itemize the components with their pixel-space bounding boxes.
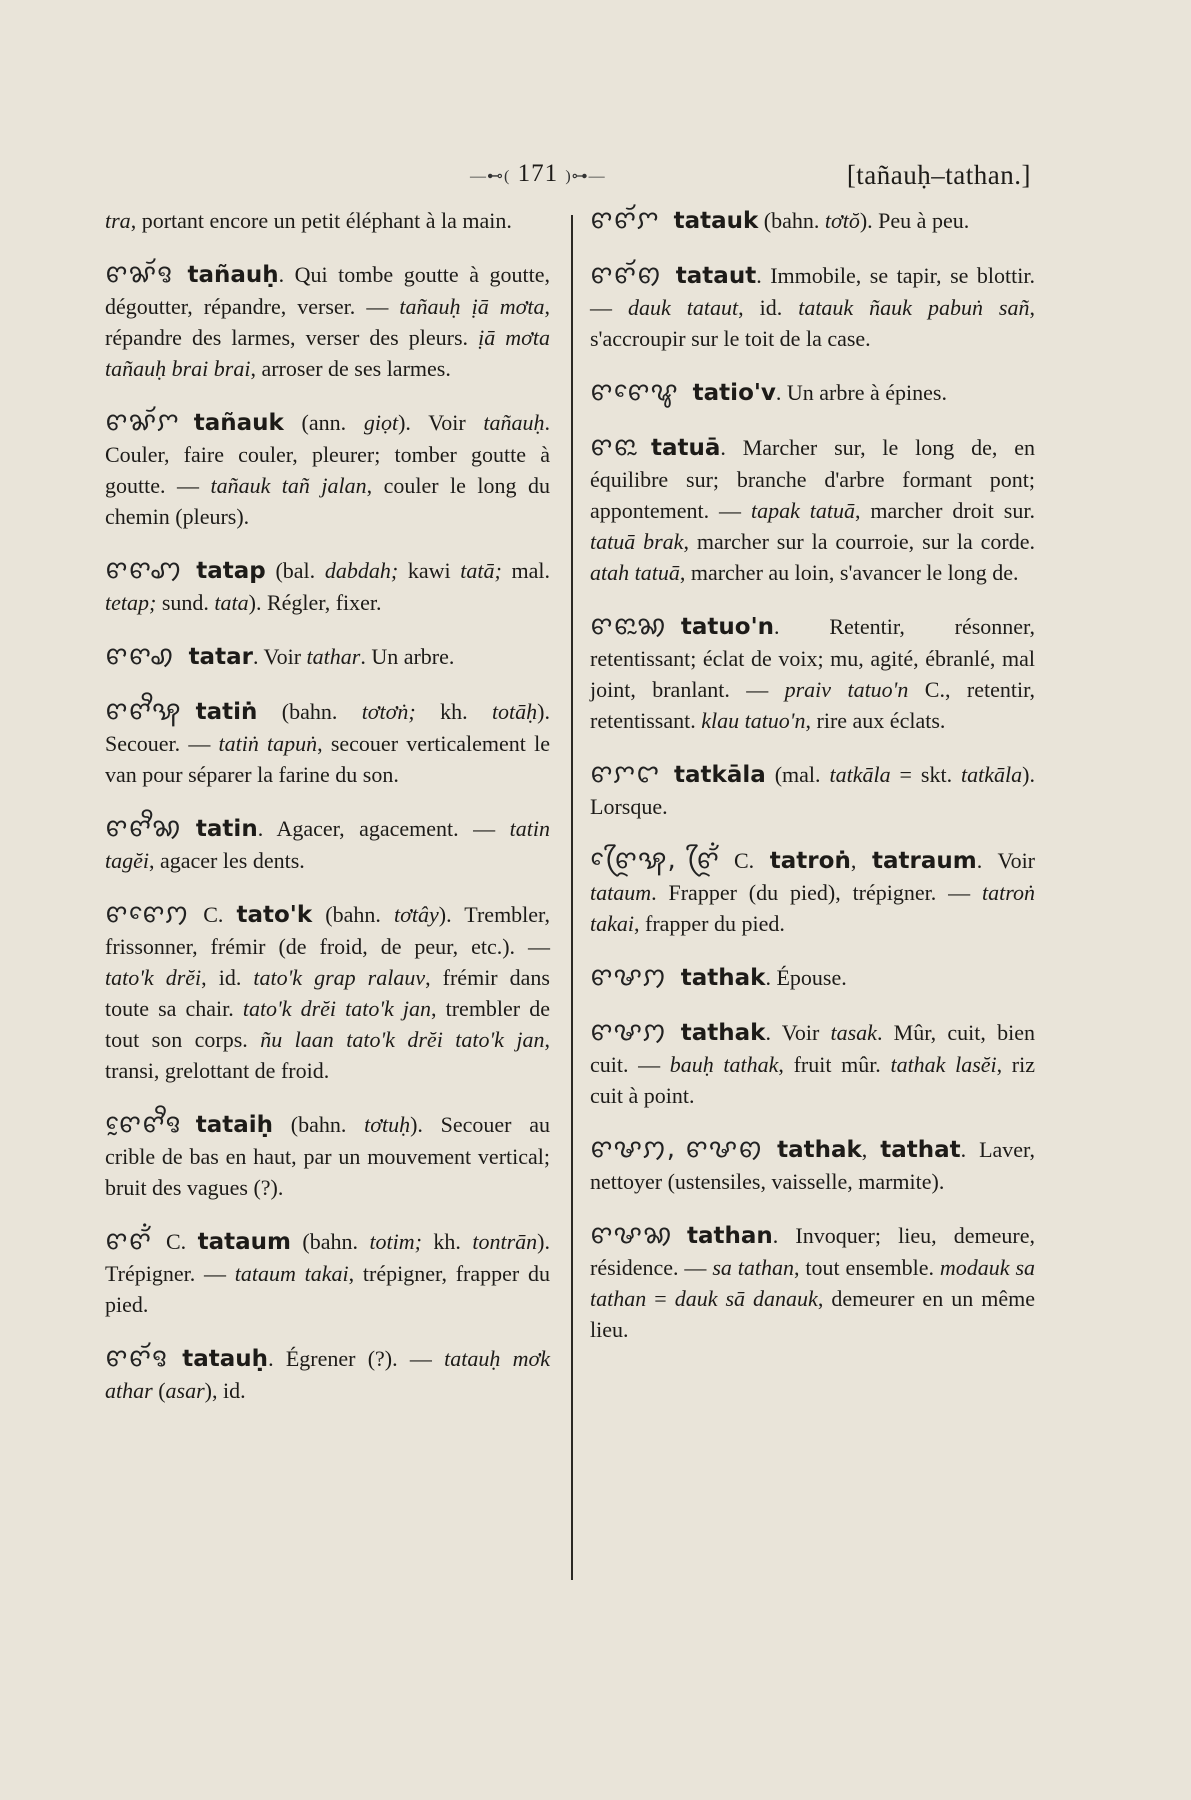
cham-script-headword: ꨓꨓꨮꩅ: [590, 260, 662, 290]
definition-text: ). Lorsque.: [590, 762, 1035, 819]
italic-term: tatin tagĕi: [105, 816, 550, 873]
entry-text: [590, 1017, 1035, 1111]
definition-text: , rire aux éclats.: [805, 708, 946, 733]
definition-text: (ann.: [283, 410, 364, 435]
definition-text: , portant encore un petit éléphant à la main.: [130, 208, 512, 233]
italic-term: tơtuḥ: [364, 1112, 411, 1137]
entry-text: [590, 759, 1035, 822]
definition-text: . Frapper (du pied), trépigner. —: [651, 880, 983, 905]
headword: tañauḥ: [187, 262, 279, 288]
italic-term: dauk sā danauk: [674, 1286, 818, 1311]
headword: tatkāla: [674, 762, 766, 788]
definition-text: , trembler de tout son corps.: [105, 996, 550, 1052]
definition-text: kawi: [407, 558, 461, 583]
italic-term: tatkāla: [829, 762, 891, 787]
entry-text: [105, 813, 550, 876]
headword: tatiṅ: [195, 699, 258, 725]
definition-text: . Couler, faire couler, pleurer; tomber goutte à goutte. —: [105, 410, 551, 498]
definition-text: . Voir: [765, 1020, 831, 1045]
entry-text: [105, 1109, 550, 1203]
definition-text: C.: [203, 902, 237, 927]
headword: tatraum: [872, 848, 977, 874]
definition-text: C.: [165, 1229, 198, 1254]
dictionary-entry: [105, 1343, 550, 1406]
definition-text: . Immobile, se tapir, se blottir. —: [590, 263, 1035, 320]
definition-text: . Mûr, cuit, bien cuit. —: [590, 1020, 1036, 1077]
definition-text: . Retentir, résonner, retentissant; éclat de voix; mu, agité, ébranlé, mal joint, branlant. —: [590, 614, 1035, 702]
definition-text: ). Secouer au crible de bas en haut, par un mouvement vertical; bruit des vagues (?).: [105, 1112, 550, 1200]
dictionary-entry: [105, 407, 550, 532]
definition-text: (bahn.: [758, 208, 825, 233]
entry-text: [590, 1134, 1035, 1197]
dictionary-entry: [105, 696, 550, 790]
italic-term: tañauḥ: [483, 410, 545, 435]
definition-text: = skt.: [890, 762, 962, 787]
italic-term: tetap;: [105, 590, 157, 615]
definition-text: . Laver, nettoyer (ustensiles, vaisselle, marmite).: [590, 1137, 1035, 1194]
dictionary-entry: [590, 845, 1035, 939]
definition-text: , secouer verticalement le van pour séparer la farine du son.: [105, 731, 550, 787]
cham-script-headword: ꨓꨔꩀ, ꨓꨔꩅ: [590, 1134, 764, 1164]
italic-term: tataum: [590, 880, 652, 905]
definition-text: (bahn.: [257, 699, 362, 724]
cham-script-headword: ꨓꨓꨪꩆ: [105, 813, 182, 843]
definition-text: (: [152, 1378, 166, 1403]
headword: tataut: [675, 263, 757, 289]
definition-text: , agacer les dents.: [149, 848, 305, 873]
definition-text: , répandre des larmes, verser des pleurs.: [105, 294, 550, 350]
dictionary-entry: [105, 555, 550, 618]
definition-text: kh.: [415, 699, 492, 724]
definition-text: , transi, grelottant de froid.: [105, 1027, 550, 1083]
right-column: [590, 205, 1035, 1368]
cham-script-headword: ꨓꨓꨪꩂ: [105, 696, 182, 726]
italic-term: dabdah;: [324, 558, 408, 583]
entry-text: [590, 1220, 1035, 1345]
italic-term: ñu laan tato'k drĕi tato'k jan: [260, 1027, 545, 1052]
page-number-group: [470, 160, 606, 188]
italic-term: tathar: [306, 644, 361, 669]
definition-text: . Épouse.: [765, 965, 847, 990]
entry-text: [590, 205, 1035, 237]
italic-term: tatauḥ mơk athar: [105, 1346, 550, 1403]
italic-term: ịā mơta tañauḥ brai brai: [105, 325, 551, 381]
italic-term: tatiṅ tapuṅ: [218, 731, 318, 756]
cham-script-headword: ꨓꨓꨮꨆ: [590, 205, 660, 235]
dictionary-entry: [590, 432, 1035, 588]
page-number: 171: [517, 160, 559, 187]
italic-term: klau tatuo'n: [701, 708, 806, 733]
italic-term: tata: [214, 590, 249, 615]
italic-term: tơtây: [394, 902, 439, 927]
definition-text: ). Peu à peu.: [859, 208, 970, 233]
headword: tatauḥ: [182, 1346, 269, 1372]
italic-term: tatuā brak: [590, 529, 684, 554]
definition-text: . Marcher sur, le long de, en équilibre sur; branche d'arbre formant pont; appontement. —: [590, 435, 1035, 523]
dictionary-entry: [590, 611, 1035, 736]
running-head: [tañauḥ–tathan.]: [846, 160, 1031, 190]
cham-script-headword: ꨓꨓꨯꨥ: [590, 377, 679, 407]
italic-term: tato'k grap ralauv: [253, 965, 426, 990]
entry-text: [105, 259, 550, 384]
definition-text: , frémir dans toute sa chair.: [105, 965, 550, 1021]
dictionary-entry: [590, 1017, 1035, 1111]
headword: tañauk: [193, 410, 284, 436]
definition-text: ,: [850, 848, 873, 873]
italic-term: totāḥ: [491, 699, 538, 724]
italic-term: dauk tataut: [628, 295, 739, 320]
definition-text: . Un arbre à épines.: [775, 380, 947, 405]
entry-text: [105, 205, 550, 236]
definition-text: , marcher droit sur.: [854, 498, 1035, 523]
cham-script-headword: ꨓꨓꩇ: [105, 555, 183, 585]
italic-term: modauk sa tathan: [590, 1255, 1036, 1311]
headword: tato'k: [236, 902, 313, 928]
dictionary-entry: [105, 259, 550, 384]
definition-text: , tout ensemble.: [793, 1255, 940, 1280]
entry-text: [590, 962, 1035, 994]
italic-term: tatā;: [460, 558, 502, 583]
italic-term: tatroṅ takai: [590, 880, 1035, 936]
dictionary-entry: [105, 899, 550, 1086]
italic-term: tato'k drĕi: [105, 965, 202, 990]
cham-script-headword: ꨓꨓꨭꩆ: [590, 611, 667, 641]
definition-text: , id.: [201, 965, 254, 990]
italic-term: giọt: [363, 410, 399, 435]
ornament-left: —⊷(: [470, 168, 511, 185]
definition-text: . Qui tombe goutte à goutte, dégoutter, répandre, verser. —: [105, 262, 550, 319]
headword: tatap: [196, 558, 266, 584]
definition-text: sund.: [156, 590, 215, 615]
italic-term: tañauḥ ịā mơta: [399, 294, 545, 319]
definition-text: , marcher au loin, s'avancer le long de.: [679, 560, 1019, 585]
headword: tathat: [880, 1137, 961, 1163]
cham-script-headword: ꨓꨓꨮꩌ: [105, 1226, 152, 1256]
cham-script-headword: ꨓꨓꨭ: [590, 432, 637, 462]
dictionary-entry: [105, 813, 550, 876]
definition-text: kh.: [422, 1229, 473, 1254]
definition-text: (bahn.: [312, 902, 395, 927]
dictionary-entry: [590, 1134, 1035, 1197]
cham-script-headword: ꨓꨓꨯꩀ: [105, 899, 190, 929]
cham-script-headword: ꨓꨗꨮꨆ: [105, 407, 180, 437]
definition-text: ). Voir: [398, 410, 484, 435]
definition-text: mal.: [501, 558, 551, 583]
italic-term: sa tathan: [712, 1255, 794, 1280]
cham-script-headword: ꨓꨔꩀ: [590, 1017, 667, 1047]
definition-text: (bahn.: [273, 1112, 365, 1137]
definition-text: ). Régler, fixer.: [248, 590, 382, 615]
entry-text: [105, 696, 550, 790]
definition-text: (bahn.: [290, 1229, 370, 1254]
definition-text: . Voir: [252, 644, 307, 669]
definition-text: =: [646, 1286, 675, 1311]
definition-text: , demeurer en un même lieu.: [590, 1286, 1035, 1342]
page-header: [0, 160, 1191, 200]
dictionary-entry: [105, 1226, 550, 1320]
definition-text: C., retentir, retentissant.: [590, 677, 1036, 733]
definition-text: . Voir: [976, 848, 1036, 873]
cham-script-headword: ꨓꨔꩆ: [590, 1220, 673, 1250]
italic-term: tơtŏ: [824, 208, 860, 233]
dictionary-entry: [105, 1109, 550, 1203]
dictionary-entry: [590, 1220, 1035, 1345]
italic-term: praiv tatuo'n: [784, 677, 909, 702]
dictionary-entry: [590, 377, 1035, 409]
definition-text: , marcher sur la courroie, sur la corde.: [683, 529, 1035, 554]
headword: tatin: [195, 816, 258, 842]
definition-text: . Agacer, agacement. —: [257, 816, 510, 841]
dictionary-entry: [590, 962, 1035, 994]
italic-term: tontrān: [472, 1229, 538, 1254]
definition-text: ), id.: [204, 1378, 246, 1403]
italic-term: tathak lasĕi: [890, 1052, 997, 1077]
definition-text: ). Secouer. —: [105, 699, 550, 756]
italic-term: tañauk tañ jalan: [210, 473, 367, 498]
headword: tatuo'n: [680, 614, 775, 640]
italic-term: asar: [165, 1378, 205, 1403]
definition-text: , frapper du pied.: [634, 911, 785, 936]
definition-text: , s'accroupir sur le toit de la case.: [590, 295, 1035, 351]
definition-text: , id.: [738, 295, 799, 320]
headword: tataum: [197, 1229, 291, 1255]
definition-text: . Invoquer; lieu, demeure, résidence. —: [590, 1223, 1035, 1280]
definition-text: , trépigner, frapper du pied.: [105, 1261, 550, 1317]
definition-text: C.: [733, 848, 770, 873]
definition-text: (bal.: [265, 558, 325, 583]
italic-term: bauḥ tathak: [669, 1052, 779, 1077]
italic-term: totim;: [369, 1229, 422, 1254]
definition-text: . Égrener (?). —: [268, 1346, 445, 1371]
definition-text: , couler le long du chemin (pleurs).: [105, 473, 550, 529]
ornament-right: )⊶—: [565, 168, 606, 185]
headword: tathan: [686, 1223, 773, 1249]
italic-term: tơtơṅ;: [361, 699, 416, 724]
dictionary-entry: [105, 641, 550, 673]
definition-text: , fruit mûr.: [778, 1052, 891, 1077]
definition-text: ). Trépigner. —: [105, 1229, 550, 1286]
entry-text: [105, 899, 550, 1086]
headword: tatio'v: [692, 380, 776, 406]
definition-text: ,: [861, 1137, 881, 1162]
italic-term: tatkāla: [961, 762, 1023, 787]
headword: tataiḥ: [195, 1112, 274, 1138]
cham-script-headword: ꨓꨓꩉ: [105, 641, 175, 671]
dictionary-entry: [590, 205, 1035, 237]
headword: tathak: [680, 965, 766, 991]
italic-term: tataum takai: [234, 1261, 349, 1286]
italic-term: tato'k drĕi tato'k jan: [242, 996, 432, 1021]
cham-script-headword: ꨓꨗꨮꨅ: [105, 259, 174, 289]
left-column: [105, 205, 550, 1429]
definition-text: , riz cuit à point.: [590, 1052, 1035, 1108]
headword: tatuā: [650, 435, 721, 461]
entry-text: [105, 407, 550, 532]
entry-text: [590, 377, 1035, 409]
entry-text: [590, 260, 1035, 354]
cham-script-headword: ꨓꨔꩀ: [590, 962, 667, 992]
italic-term: tatauk ñauk pabuṅ sañ: [798, 295, 1030, 320]
dictionary-entry: [590, 759, 1035, 822]
definition-text: . Un arbre.: [360, 644, 455, 669]
entry-text: [105, 555, 550, 618]
entry-text: [590, 611, 1035, 736]
headword: tathak: [680, 1020, 766, 1046]
headword: tatroṅ: [769, 848, 851, 874]
cham-script-headword: ꨓꨆꨤ: [590, 759, 661, 789]
dictionary-entry: [590, 260, 1035, 354]
entry-text: [105, 1343, 550, 1406]
definition-text: ). Trembler, frissonner, frémir (de froid, de peur, etc.). —: [105, 902, 550, 959]
cham-script-headword: ꨓꨴꨯꩂ, ꨓꨴꨮꩌ: [590, 845, 720, 875]
entry-text: [590, 845, 1035, 939]
italic-term: tasak: [830, 1020, 877, 1045]
definition-text: (mal.: [765, 762, 830, 787]
headword: tatar: [188, 644, 253, 670]
definition-text: , arroser de ses larmes.: [250, 356, 451, 381]
cham-script-headword: ꨓꨓꨮꨅ: [105, 1343, 169, 1373]
cham-script-headword: ꨓꨰꨓꨪꨅ: [105, 1109, 182, 1139]
italic-term: tra: [105, 208, 131, 233]
entry-text: [105, 1226, 550, 1320]
headword: tatauk: [673, 208, 759, 234]
entry-text: [105, 641, 550, 673]
dictionary-entry: [105, 205, 550, 236]
column-divider: [571, 215, 573, 1580]
entry-text: [590, 432, 1035, 588]
headword: tathak: [777, 1137, 862, 1163]
italic-term: tapak tatuā: [750, 498, 855, 523]
italic-term: atah tatuā: [590, 560, 680, 585]
